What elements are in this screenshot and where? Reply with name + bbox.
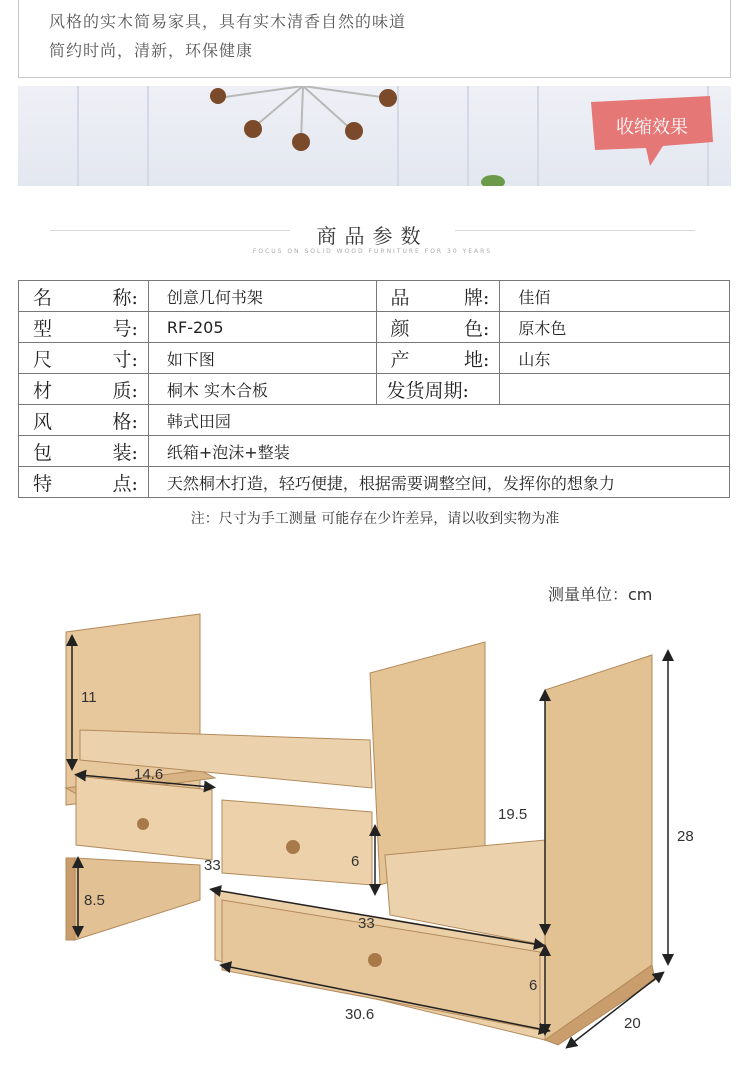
label-color: 颜 色: (376, 312, 500, 343)
table-row (19, 281, 730, 312)
params-table (18, 280, 730, 498)
dim-6-b: 6 (529, 977, 538, 994)
shrink-tag (591, 96, 713, 166)
value-packing: 纸箱+泡沫+整装 (148, 436, 729, 467)
wall-clock-illustration (18, 86, 731, 186)
label-packing: 包 装: (19, 436, 149, 467)
value-size: 如下图 (148, 343, 376, 374)
measurement-note: 注：尺寸为手工测量 可能存在少许差异，请以收到实物为准 (190, 511, 560, 527)
dim-19-5: 19.5 (498, 806, 528, 823)
label-delivery: 发货周期: (376, 374, 500, 405)
table-row (19, 467, 730, 498)
dim-33-b: 33 (358, 915, 375, 932)
intro-line-1: 风格的实木简易家具，具有实木清香自然的味道 (49, 12, 407, 31)
label-origin: 产 地: (376, 343, 500, 374)
label-material: 材 质: (19, 374, 149, 405)
label-feature: 特 点: (19, 467, 149, 498)
dim-8-5: 8.5 (84, 892, 105, 909)
dim-6-a: 6 (351, 853, 360, 870)
dim-30-6: 30.6 (345, 1006, 375, 1023)
unit-label: 测量单位：cm (548, 585, 653, 604)
dim-14-6: 14.6 (134, 766, 164, 783)
label-brand: 品 牌: (376, 281, 500, 312)
value-name: 创意几何书架 (148, 281, 376, 312)
table-row (19, 374, 730, 405)
section-header (50, 210, 695, 260)
table-row (19, 405, 730, 436)
table-row (19, 436, 730, 467)
section-title: 商品参数 (316, 224, 429, 248)
bookshelf-illustration (66, 614, 655, 1045)
label-style: 风 格: (19, 405, 149, 436)
dim-20: 20 (624, 1015, 641, 1032)
value-brand: 佳佰 (500, 281, 730, 312)
dim-33-a: 33 (204, 857, 221, 874)
bookshelf-diagram (0, 600, 750, 1065)
label-name: 名 称: (19, 281, 149, 312)
label-size: 尺 寸: (19, 343, 149, 374)
value-feature: 天然桐木打造，轻巧便捷，根据需要调整空间，发挥你的想象力 (148, 467, 729, 498)
table-row (19, 312, 730, 343)
value-color: 原木色 (500, 312, 730, 343)
value-model: RF-205 (148, 312, 376, 343)
value-delivery (500, 374, 730, 405)
table-row (19, 343, 730, 374)
intro-line-2: 简约时尚，清新，环保健康 (49, 41, 254, 60)
label-model: 型 号: (19, 312, 149, 343)
intro-box (18, 0, 731, 78)
section-subtitle: FOCUS ON SOLID WOOD FURNITURE FOR 30 YEARS (252, 248, 493, 255)
shrink-tag-text: 收缩效果 (616, 117, 688, 138)
dim-28: 28 (677, 828, 694, 845)
dim-11: 11 (81, 689, 97, 706)
plant-leaf (481, 175, 505, 186)
value-origin: 山东 (500, 343, 730, 374)
banner-photo (18, 86, 731, 186)
value-style: 韩式田园 (148, 405, 729, 436)
value-material: 桐木 实木合板 (148, 374, 376, 405)
